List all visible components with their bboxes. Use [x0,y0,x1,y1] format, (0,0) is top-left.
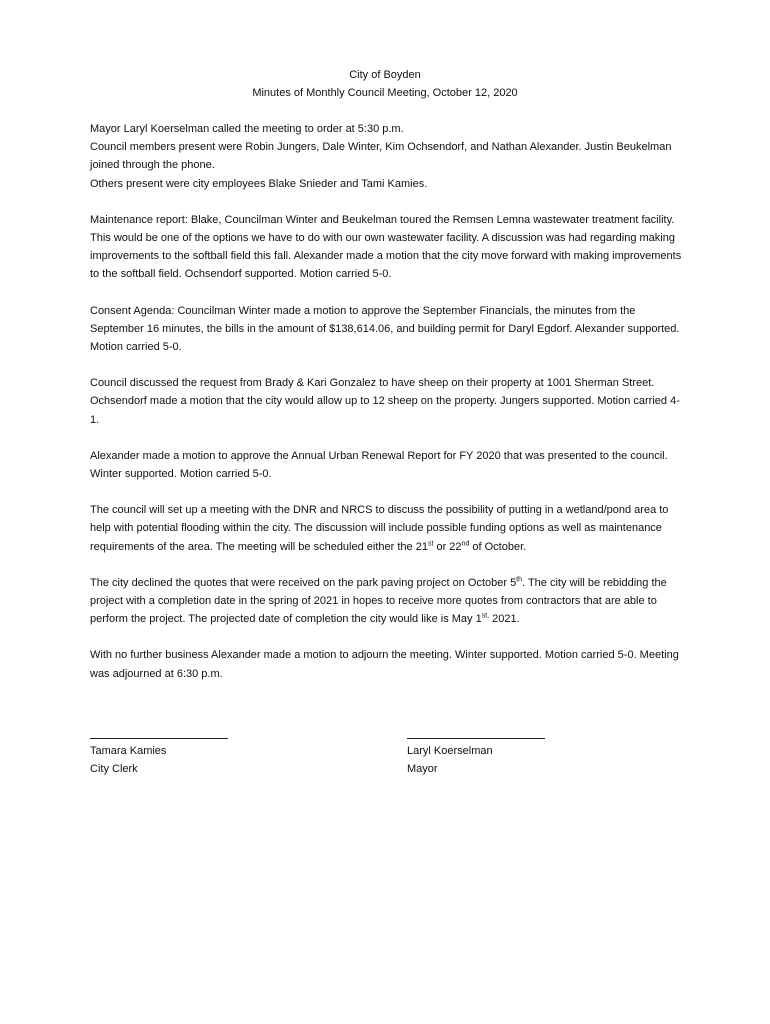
minutes-body [90,120,682,683]
wetland-text-end: of October. [469,540,527,553]
paving-text: The city declined the quotes that were received on the park paving project on October 5 [90,576,517,589]
document-header [0,66,770,102]
others-present-line: Others present were city employees Blake Snieder and Tami Kamies. [90,177,428,190]
wetland-meeting-paragraph [90,501,682,556]
clerk-signature-line [90,726,228,739]
wetland-text: The council will set up a meeting with the DNR and NRCS to discuss the possibility of putting in a wetland/pond area to help with potential flooding within the city. The discussion will include possible funding options as well as maintenance requirements of the area. The meeting will be scheduled either the 21 [90,504,669,553]
park-paving-paragraph [90,574,682,629]
adjournment-paragraph: With no further business Alexander made a motion to adjourn the meeting. Winter supported. Motion carried 5-0. Meeting was adjourned at 6:30 p.m. [90,649,679,680]
maintenance-report-paragraph: Maintenance report: Blake, Councilman Winter and Beukelman toured the Remsen Lemna wastewater treatment facility. This would be one of the options we have to do with our own wastewater facility. A discussion was had regarding making improvements to the softball field this fall. Alexander made a motion that the city move forward with making improvements to the softball field. Ochsendorf supported. Motion carried 5-0. [90,213,682,281]
attendance-paragraph [90,120,682,193]
sheep-request-paragraph: Council discussed the request from Brady & Kari Gonzalez to have sheep on their property at 1001 Sherman Street. Ochsendorf made a motion that the city would allow up to 12 sheep on the property. Jungers supported. Motion carried 4-1. [90,377,680,426]
meeting-title: Minutes of Monthly Council Meeting, October 12, 2020 [252,87,518,99]
urban-renewal-paragraph: Alexander made a motion to approve the Annual Urban Renewal Report for FY 2020 that was presented to the council. Winter supported. Motion carried 5-0. [90,449,668,481]
clerk-signature-block [90,726,228,778]
wetland-superscript-1: st [427,540,434,547]
members-present-line: Council members present were Robin Jungers, Dale Winter, Kim Ochsendorf, and Nathan Alexander. Justin Beukelman joined through the phone. [90,141,672,172]
paving-superscript-1: th [516,576,523,584]
city-name: City of Boyden [349,69,421,81]
consent-agenda-paragraph: Consent Agenda: Councilman Winter made a motion to approve the September Financials, the minutes from the September 16 minutes, the bills in the amount of $138,614.06, and building permit for Daryl Egdorf. Alexander supported. Motion carried 5-0. [90,304,680,354]
paving-text-mid: . The city will be rebidding the project with a completion date in the spring of 2021 in hopes to receive more quotes from contractors that are able to perform the project. The projected date of completion the city would like is May 1 [90,576,667,626]
clerk-name: Tamara Kamies [90,745,167,757]
mayor-signature-block [407,726,545,778]
wetland-text-mid: or 22 [433,540,462,553]
mayor-title: Mayor [407,763,438,775]
mayor-signature-line [407,726,545,739]
clerk-title: City Clerk [90,763,138,775]
paving-text-end: 2021. [489,613,520,626]
paving-superscript-2: st, [481,612,490,620]
wetland-superscript-2: nd [461,540,470,547]
mayor-name: Laryl Koerselman [407,745,493,757]
call-to-order-line: Mayor Laryl Koerselman called the meeting to order at 5:30 p.m. [90,123,404,135]
